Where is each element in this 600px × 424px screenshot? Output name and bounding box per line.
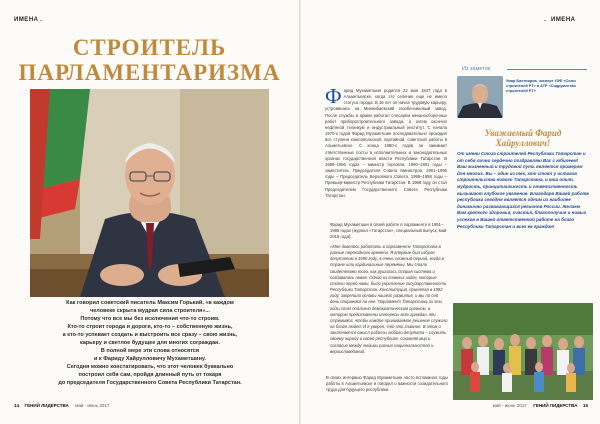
photo-caption (14, 299, 286, 387)
author-portrait (457, 76, 503, 118)
article-column-bottom: В своих интервью Фарид Мухаметшин часто вспоминал годы работы в Альметьевске и говорил о важности созидательного труда для будущего республики. (326, 375, 448, 393)
caption-line: Как говорил советский писатель Максим Горький, «в каждом (66, 300, 234, 306)
left-page (0, 0, 299, 424)
caption-line: Кто-то строит города и дороги, кто-то – собственную жизнь, (67, 324, 233, 330)
caption-line: человеке скрыта мудрая сила строителя»... (90, 308, 210, 314)
magazine-name: ГЕНИЙ ЛИДЕРСТВА (533, 403, 578, 408)
rubric-divider (544, 20, 546, 21)
group-photo (453, 303, 593, 400)
caption-line: и к Фариду Хайрулловичу Мухаметшину. (94, 356, 206, 362)
caption-line: построил себя сам, пройдя длинный путь от токаря (78, 372, 222, 378)
caption-line: Сегодня можно констатировать, что этот человек буквально (66, 364, 234, 370)
quote-text: «Мне довелось работать в парламенте Татарстана в разные переходного времени. Я впервые был избран депутатом в 1990 году, в очень сложный период, когда в стране шли кардинальные перемены. Мы стали свидетелями того, как рушилась старая система и создавалась новая. Одной из главных задач, которые стояли перед нами, было укрепление государственности Республики Татарстан. Конституция, принятая в 1992 году, закрепила основы нашего развития, и мы по сей день опираемся на нее. Парламент Татарстана за эти годы стал подлинно демократическим органом, в котором представлены интересы всех граждан. Мы стремимся, чтобы каждое принимаемое решение служило на благо людей. И я уверен, что это главное. В этом и заключается смысл работы любого депутата – служить своему народу и своей республике, сохраняя мир и согласие между людьми разных национальностей и вероисповеданий. (330, 244, 448, 354)
article-title-line-2: ПАРЛАМЕНТАРИЗМА (18, 60, 281, 85)
rubric-label: ИМЕНА (551, 17, 576, 23)
article-text: арид Мухаметшин родился 22 мая 1947 года в Альметьевске, когда это селение еще не имело статуса города. В 16 лет он начал трудовую карьеру, устроившись на Миннибаевский газобензиновый завод. После службы в армии работал слесарем механосборочных работ приборостроительного завода, а затем окончил нефтяной техникум и индустриальный институт. С начала 1970-х годов Фарид Мухаметшин последовательно проходил все ступени комсомольской, партийной, советской работы в Альметьевске. С конца 1980-х годов он занимает ответственные посты в исполнительных и законодательных органах государственной власти Республики Татарстан. В 1989–1990 годах – министр торговли, 1990–1991 годы – заместитель Председателя Совета Министров, 1991–1995 годы – Председатель Верховного Совета, 1995–1998 годы – Премьер-министр Республики Татарстан. В 1998 году он стал Председателем Государственного Совета Республики Татарстан. (325, 88, 447, 198)
quote-intro: Фарид Мухаметшин в своей работе в парламенте в 1991–1995 годах (журнал «Татарстан», специальный выпуск, май 2015 года): (330, 222, 447, 240)
sidebar-title: Уважаемый Фарид Хайруллович! (484, 128, 562, 148)
footer-right (493, 403, 588, 408)
footer-left (14, 403, 109, 408)
sidebar-divider (507, 69, 587, 70)
issue-date: май - июнь 2017 (75, 403, 110, 408)
portrait-caption: Умар Бахтияров, эксперт УЗФ «Союз строителей РТ» и АТР «Содружество строителей РТ» (506, 79, 576, 93)
magazine-name: ГЕНИЙ ЛИДЕРСТВА (24, 403, 69, 408)
page-number: 15 (582, 403, 588, 408)
rubric-divider (40, 20, 42, 21)
article-title-line-1: СТРОИТЕЛЬ (72, 35, 227, 60)
dropcap-letter: Ф (325, 84, 342, 108)
caption-line: В полной мере эти слова относятся (100, 348, 200, 354)
sidebar-section-label: Из заметок (462, 66, 491, 72)
portrait-photo (30, 89, 269, 297)
caption-line: Потому что все мы без исключения что-то строим. (80, 316, 220, 322)
issue-date: май - июнь 2017 (492, 403, 527, 408)
caption-line: карьеру и светлое будущее для многих сограждан. (79, 340, 221, 346)
sidebar-text: От имени Союза строителей Республики Татарстан и от себя лично сердечно поздравляю Вас с юбилеем! Ваш жизненный и трудовой путь является примером для многих. Вы – один из тех, кто стоял у истоков строительства нового Татарстана, и ваш опыт, мудрость, принципиальность и ответственность вызывают глубокое уважение. Благодаря Вашей работе республика сегодня является одним из наиболее динамично развивающихся регионов России. Желаем Вам крепкого здоровья, счастья, благополучия и новых успехов в Вашей ответственной работе на благо Республики Татарстан и всех ее граждан! (457, 151, 589, 229)
rubric-label: ИМЕНА (14, 17, 39, 23)
article-column-1 (325, 84, 447, 199)
page-number: 14 (14, 403, 20, 408)
caption-line: а кто-то успевает создать и выстроить все сразу – свою жизнь, (62, 332, 238, 338)
caption-line: до председателя Государственного Совета Республики Татарстан. (58, 380, 242, 386)
